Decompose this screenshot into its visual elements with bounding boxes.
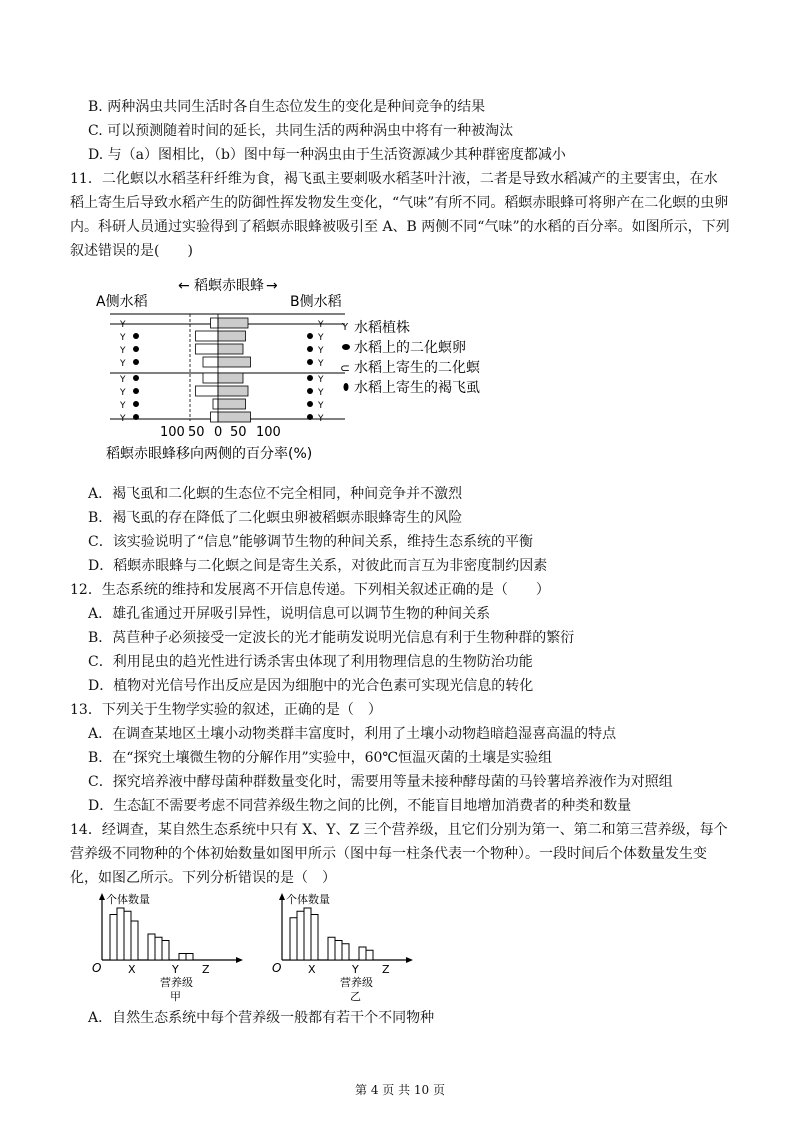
q12-option-c: C．利用昆虫的趋光性进行诱杀害虫体现了利用物理信息的生物防治功能 <box>88 654 533 670</box>
bar-x-1 <box>110 915 117 961</box>
insect-icon <box>133 375 139 381</box>
q10-option-b: B. 两种涡虫共同生活时各自生态位发生的变化是种间竞争的结果 <box>88 99 486 115</box>
cat-x-yi: X <box>308 963 316 976</box>
insect-icon <box>133 401 139 407</box>
q13-option-c: C．探究培养液中酵母菌种群数量变化时，需要用等量未接种酵母菌的马铃薯培养液作为对照组 <box>88 774 673 790</box>
tick-50-left: 50 <box>188 425 205 440</box>
legend-planthopper: 水稻上寄生的褐飞虱 <box>354 380 480 396</box>
q11-option-a: A．褐飞虱和二化螟的生态位不完全相同，种间竞争并不激烈 <box>88 486 463 502</box>
bar-x-4 <box>131 921 138 960</box>
insect-icon <box>133 346 139 352</box>
rice-plant-icon: Y <box>120 346 126 356</box>
q11-figure <box>90 276 510 476</box>
insect-icon <box>307 388 313 394</box>
bar-x-2 <box>117 908 124 960</box>
q11-stem-line-3: 内。科研人员通过实验得到了稻螟赤眼蜂被吸引至 A、B 两侧不同“气味”的水稻的百分率。如图所示，下列 <box>70 219 730 235</box>
bars-jia <box>110 908 193 960</box>
rice-plant-icon: Y <box>318 359 324 369</box>
caption-yi: 乙 <box>350 990 361 1003</box>
q12-option-b: B．莴苣种子必须接受一定波长的光才能萌发说明光信息有利于生物种群的繁衍 <box>88 630 575 646</box>
bar-y-2 <box>335 941 342 961</box>
rice-plant-icon: Y <box>318 346 324 356</box>
caption-jia: 甲 <box>170 990 181 1003</box>
legend <box>340 319 481 396</box>
y-label-yi: 个体数量 <box>286 893 330 906</box>
planthopper-icon <box>344 383 349 391</box>
bar-a-row-2 <box>196 331 219 341</box>
rice-plant-icon: Y <box>318 333 324 343</box>
q12-option-d: D．植物对光信号作出反应是因为细胞中的光合色素可实现光信息的转化 <box>88 678 534 694</box>
bar-b-row-1 <box>218 318 248 328</box>
q13-option-a: A．在调查某地区土壤小动物类群丰富度时，利用了土壤小动物趋暗趋湿喜高温的特点 <box>88 726 617 742</box>
bars-yi <box>290 908 373 960</box>
bar-a-row-5 <box>203 373 218 383</box>
q14-stem-line-1: 14．经调查，某自然生态系统中只有 X、Y、Z 三个营养级，且它们分别为第一、第二和第三营养级，每个 <box>70 822 728 838</box>
bar-x-3 <box>304 908 311 960</box>
insect-icon <box>133 414 139 420</box>
bar-b-row-2 <box>218 331 246 341</box>
insect-icon <box>133 359 139 365</box>
x-ticks <box>160 425 281 440</box>
tick-100-left: 100 <box>160 425 185 440</box>
tick-0: 0 <box>214 425 223 440</box>
q13-stem: 13．下列关于生物学实验的叙述，正确的是（ ） <box>70 702 382 718</box>
bar-a-row-3 <box>196 344 219 354</box>
bar-a-row-4 <box>203 357 218 367</box>
left-label: A侧水稻 <box>96 294 148 310</box>
x-label-yi: 营养级 <box>340 976 373 989</box>
cat-z-jia: Z <box>202 963 210 976</box>
q12-option-a: A．雄孔雀通过开屏吸引异性，说明信息可以调节生物的种间关系 <box>88 606 491 622</box>
tick-100-right: 100 <box>256 425 281 440</box>
right-label: B侧水稻 <box>290 294 342 310</box>
borer-egg-icon <box>342 344 350 350</box>
cat-z-yi: Z <box>382 963 390 976</box>
bar-b-row-5 <box>218 373 243 383</box>
bar-b-row-7 <box>218 399 246 409</box>
bar-z-2 <box>186 954 193 961</box>
rice-plant-icon: Y <box>120 388 126 398</box>
x-axis-title: 稻螟赤眼蜂移向两侧的百分率(%) <box>106 446 313 462</box>
rice-plant-icon: Y <box>318 375 324 385</box>
bar-b-row-3 <box>218 344 243 354</box>
bar-y-3 <box>342 944 349 960</box>
q13-option-d: D．生态缸不需要考虑不同营养级生物之间的比例，不能盲目地增加消费者的种类和数量 <box>88 798 632 814</box>
cat-y-yi: Y <box>352 963 359 976</box>
insect-icon <box>307 401 313 407</box>
bar-b-row-6 <box>218 386 248 396</box>
bar-a-row-8 <box>211 412 219 422</box>
q13-option-b: B．在“探究土壤微生物的分解作用”实验中，60℃恒温灭菌的土壤是实验组 <box>88 750 553 766</box>
rice-plant-icon: Y <box>120 359 126 369</box>
borer-larva-icon: ⊂ <box>340 361 351 375</box>
legend-rice-plant: 水稻植株 <box>354 320 410 336</box>
q11-stem-line-1: 11．二化螟以水稻茎秆纤维为食，褐飞虱主要刺吸水稻茎叶汁液，二者是导致水稻减产的主要害虫，在水 <box>70 171 718 187</box>
arrow-left: ← <box>178 278 190 294</box>
q11-stem-line-4: 叙述错误的是( ) <box>70 243 193 259</box>
insect-icon <box>307 375 313 381</box>
insect-icon <box>307 414 313 420</box>
bar-b-row-4 <box>218 357 251 367</box>
rice-plant-icon: Y <box>120 414 126 424</box>
bars-group <box>196 314 251 422</box>
rice-plant-icon: Y <box>318 320 324 330</box>
insect-icon <box>307 359 313 365</box>
bar-a-row-1 <box>211 318 219 328</box>
q14-option-a: A．自然生态系统中每个营养级一般都有若干个不同物种 <box>88 1010 435 1026</box>
q10-option-c: C. 可以预测随着时间的延长，共同生活的两种涡虫中将有一种被淘汰 <box>88 123 514 139</box>
rice-plant-icon: Y <box>318 414 324 424</box>
rice-plant-icon: Y <box>342 322 349 333</box>
q10-option-d: D. 与（a）图相比，（b）图中每一种涡虫由于生活资源减少其种群密度都减小 <box>88 147 566 163</box>
bar-z-1 <box>179 954 186 961</box>
q14-stem-line-2: 营养级不同物种的个体初始数量如图甲所示（图中每一柱条代表一个物种）。一段时间后个体数量发生变 <box>70 846 707 862</box>
tick-50-right: 50 <box>230 425 247 440</box>
bar-y-3 <box>162 941 169 961</box>
cat-y-jia: Y <box>172 963 179 976</box>
bar-a-row-7 <box>213 399 218 409</box>
legend-borer-egg: 水稻上的二化螟卵 <box>354 340 466 356</box>
rice-plant-icon: Y <box>120 375 126 385</box>
bar-x-1 <box>290 918 297 960</box>
arrow-right: → <box>266 278 278 294</box>
q11-option-c: C．该实验说明了“信息”能够调节生物的种间关系，维持生态系统的平衡 <box>88 534 534 550</box>
rice-plant-icon: Y <box>120 320 126 330</box>
bar-y-1 <box>328 937 335 960</box>
insect-icon <box>133 333 139 339</box>
bar-x-3 <box>124 911 131 960</box>
center-label: 稻螟赤眼蜂 <box>194 278 264 294</box>
legend-borer-parasite: 水稻上寄生的二化螟 <box>354 360 480 376</box>
bar-b-row-8 <box>218 412 251 422</box>
bar-x-2 <box>297 911 304 960</box>
q12-stem: 12．生态系统的维持和发展离不开信息传递。下列相关叙述正确的是（ ） <box>70 582 550 598</box>
insect-icon <box>307 333 313 339</box>
cat-x-jia: X <box>128 963 136 976</box>
insect-icon <box>307 346 313 352</box>
bar-y-1 <box>148 934 155 960</box>
bar-z-1 <box>359 947 366 960</box>
origin-jia: O <box>92 961 102 975</box>
rice-plant-icon: Y <box>318 388 324 398</box>
page-footer: 第 4 页 共 10 页 <box>355 1083 445 1097</box>
bar-a-row-6 <box>196 386 219 396</box>
q11-option-b: B．褐飞虱的存在降低了二化螟虫卵被稻螟赤眼蜂寄生的风险 <box>88 510 463 526</box>
chart-jia <box>92 892 243 1003</box>
q14-figure <box>90 890 450 1005</box>
q14-stem-line-3: 化，如图乙所示。下列分析错误的是（ ） <box>70 870 336 886</box>
chart-yi <box>272 892 413 1003</box>
bar-y-2 <box>155 937 162 960</box>
bar-x-4 <box>311 915 318 961</box>
bar-z-2 <box>366 950 373 960</box>
origin-yi: O <box>272 961 282 975</box>
y-label-jia: 个体数量 <box>106 893 150 906</box>
rice-plant-icon: Y <box>120 333 126 343</box>
q11-stem-line-2: 稻上寄生后导致水稻产生的防御性挥发物发生变化，“气味”有所不同。稻螟赤眼蜂可将卵产在二化螟的虫卵 <box>70 195 729 211</box>
rice-plant-icon: Y <box>318 401 324 411</box>
q11-option-d: D．稻螟赤眼蜂与二化螟之间是寄生关系，对彼此而言互为非密度制约因素 <box>88 558 548 574</box>
rice-plant-icon: Y <box>120 401 126 411</box>
x-label-jia: 营养级 <box>160 976 193 989</box>
insect-icon <box>133 388 139 394</box>
